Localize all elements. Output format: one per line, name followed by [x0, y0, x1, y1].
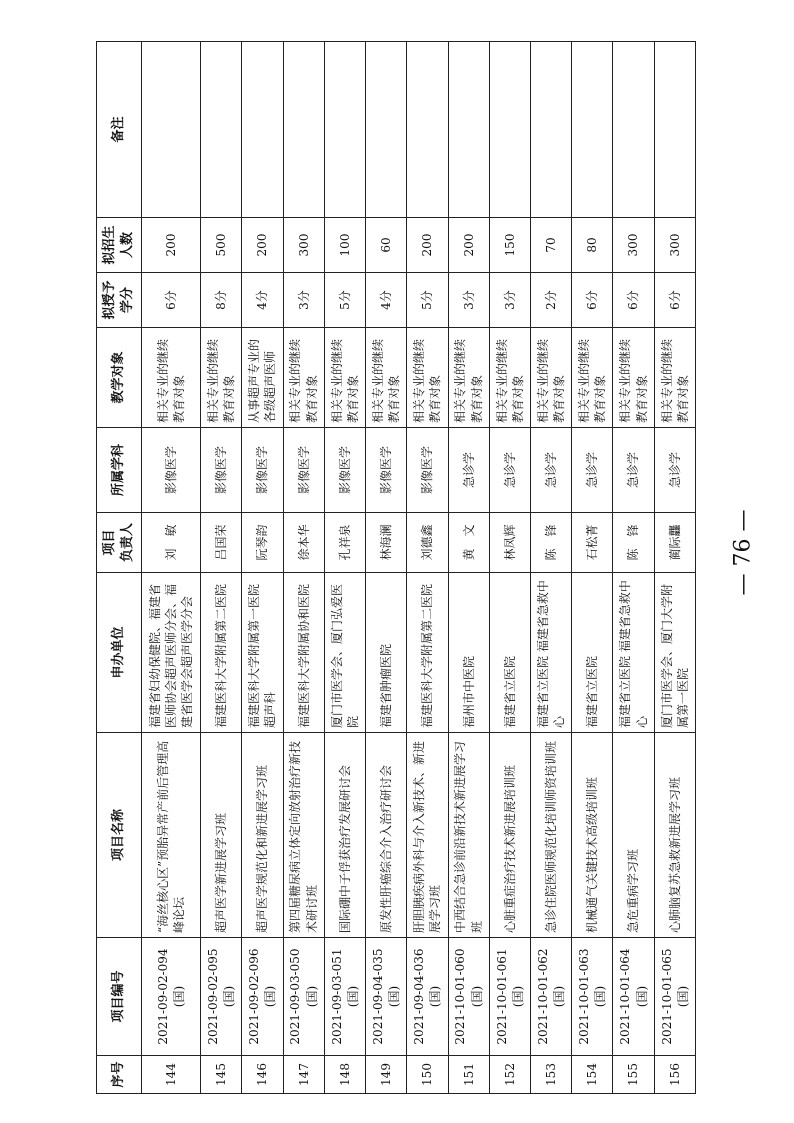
table-row	[613, 42, 654, 1094]
discipline-cell: 影像医学	[201, 428, 242, 513]
enrollment-cell: 150	[489, 218, 530, 273]
credit-cell: 3分	[489, 273, 530, 328]
table-row	[489, 42, 530, 1094]
teaching-target-cell: 相关专业的继续教育对象	[142, 328, 201, 428]
project-name-cell: 急危重病学习班	[613, 733, 654, 938]
teaching-target-cell: 相关专业的继续教育对象	[407, 328, 448, 428]
enrollment-cell: 200	[407, 218, 448, 273]
table-row	[407, 42, 448, 1094]
credit-cell: 3分	[283, 273, 324, 328]
teaching-target-cell: 相关专业的继续教育对象	[324, 328, 365, 428]
remark-cell	[489, 42, 530, 218]
project-lead-cell: 林凤辉	[489, 513, 530, 573]
row-number-cell: 151	[448, 1056, 489, 1094]
remark-cell	[201, 42, 242, 218]
enrollment-cell: 500	[201, 218, 242, 273]
teaching-target-cell: 相关专业的继续教育对象	[201, 328, 242, 428]
table-row	[324, 42, 365, 1094]
enrollment-cell: 70	[530, 218, 571, 273]
enrollment-cell: 80	[572, 218, 613, 273]
remark-cell	[242, 42, 283, 218]
project-code-cell: 2021-09-02-096 (国)	[242, 938, 283, 1056]
column-header: 项目编号	[97, 938, 142, 1056]
credit-cell: 4分	[242, 273, 283, 328]
project-code-cell: 2021-10-01-060 (国)	[448, 938, 489, 1056]
project-name-cell: 心脏重症治疗技术新进展培训班	[489, 733, 530, 938]
teaching-target-cell: 相关专业的继续教育对象	[366, 328, 407, 428]
remark-cell	[654, 42, 695, 218]
project-name-cell: 急诊住院医师规范化培训师资培训班	[530, 733, 571, 938]
organizer-cell: 福建省肿瘤医院	[366, 573, 407, 733]
remark-cell	[407, 42, 448, 218]
table-row	[530, 42, 571, 1094]
table-row	[448, 42, 489, 1094]
organizer-cell: 福建医科大学附属第二医院	[407, 573, 448, 733]
table-row	[283, 42, 324, 1094]
teaching-target-cell: 相关专业的继续教育对象	[572, 328, 613, 428]
credit-cell: 4分	[366, 273, 407, 328]
remark-cell	[142, 42, 201, 218]
discipline-cell: 急诊学	[654, 428, 695, 513]
table-row	[201, 42, 242, 1094]
project-lead-cell: 陈 锋	[530, 513, 571, 573]
column-header: 申办单位	[97, 573, 142, 733]
organizer-cell: 福建省立医院 福建省急救中心	[613, 573, 654, 733]
project-lead-cell: 刘 敏	[142, 513, 201, 573]
column-header: 拟授予 学分	[97, 273, 142, 328]
credit-cell: 5分	[407, 273, 448, 328]
rotated-table-wrapper	[96, 42, 696, 1094]
table-body	[142, 42, 696, 1094]
project-table	[96, 41, 696, 1094]
project-lead-cell: 蔺际龘	[654, 513, 695, 573]
project-name-cell: 超声医学规范化和新进展学习班	[242, 733, 283, 938]
project-lead-cell: 吕国荣	[201, 513, 242, 573]
project-code-cell: 2021-10-01-061 (国)	[489, 938, 530, 1056]
credit-cell: 3分	[448, 273, 489, 328]
teaching-target-cell: 相关专业的继续教育对象	[489, 328, 530, 428]
discipline-cell: 影像医学	[324, 428, 365, 513]
column-header: 拟招生 人数	[97, 218, 142, 273]
organizer-cell: 福建医科大学附属第二医院	[201, 573, 242, 733]
organizer-cell: 厦门市医学会、厦门弘爱医院	[324, 573, 365, 733]
project-name-cell: 机械通气关键技术高级培训班	[572, 733, 613, 938]
row-number-cell: 147	[283, 1056, 324, 1094]
remark-cell	[530, 42, 571, 218]
enrollment-cell: 60	[366, 218, 407, 273]
enrollment-cell: 200	[142, 218, 201, 273]
organizer-cell: 福州市中医院	[448, 573, 489, 733]
remark-cell	[613, 42, 654, 218]
discipline-cell: 急诊学	[489, 428, 530, 513]
discipline-cell: 影像医学	[142, 428, 201, 513]
row-number-cell: 153	[530, 1056, 571, 1094]
project-code-cell: 2021-09-02-095 (国)	[201, 938, 242, 1056]
project-lead-cell: 阮琴韵	[242, 513, 283, 573]
project-code-cell: 2021-10-01-063 (国)	[572, 938, 613, 1056]
table-row	[242, 42, 283, 1094]
row-number-cell: 146	[242, 1056, 283, 1094]
organizer-cell: 厦门市医学会、厦门大学附属第一医院	[654, 573, 695, 733]
project-code-cell: 2021-10-01-065 (国)	[654, 938, 695, 1056]
table-row	[366, 42, 407, 1094]
discipline-cell: 影像医学	[407, 428, 448, 513]
remark-cell	[572, 42, 613, 218]
teaching-target-cell: 相关专业的继续教育对象	[654, 328, 695, 428]
discipline-cell: 影像医学	[283, 428, 324, 513]
row-number-cell: 156	[654, 1056, 695, 1094]
project-code-cell: 2021-09-03-051 (国)	[324, 938, 365, 1056]
discipline-cell: 影像医学	[366, 428, 407, 513]
credit-cell: 6分	[142, 273, 201, 328]
project-lead-cell: 孔祥泉	[324, 513, 365, 573]
discipline-cell: 急诊学	[530, 428, 571, 513]
credit-cell: 6分	[613, 273, 654, 328]
project-code-cell: 2021-09-04-035 (国)	[366, 938, 407, 1056]
project-lead-cell: 石松菁	[572, 513, 613, 573]
row-number-cell: 144	[142, 1056, 201, 1094]
project-lead-cell: 刘德鑫	[407, 513, 448, 573]
project-name-cell: 心肺脑复苏急救新进展学习班	[654, 733, 695, 938]
discipline-cell: 急诊学	[448, 428, 489, 513]
discipline-cell: 影像医学	[242, 428, 283, 513]
remark-cell	[324, 42, 365, 218]
enrollment-cell: 200	[242, 218, 283, 273]
row-number-cell: 154	[572, 1056, 613, 1094]
row-number-cell: 152	[489, 1056, 530, 1094]
project-name-cell: 超声医学新进展学习班	[201, 733, 242, 938]
project-name-cell: 第四届糖尿病立体定向放射治疗新技术研讨班	[283, 733, 324, 938]
credit-cell: 6分	[572, 273, 613, 328]
remark-cell	[366, 42, 407, 218]
project-name-cell: 原发性肝癌综合介入治疗研讨会	[366, 733, 407, 938]
row-number-cell: 155	[613, 1056, 654, 1094]
enrollment-cell: 300	[654, 218, 695, 273]
column-header: 备注	[97, 42, 142, 218]
project-code-cell: 2021-10-01-064 (国)	[613, 938, 654, 1056]
project-name-cell: 中西结合急诊前沿新技术新进展学习班	[448, 733, 489, 938]
header-row	[97, 42, 142, 1094]
row-number-cell: 148	[324, 1056, 365, 1094]
project-lead-cell: 徐本华	[283, 513, 324, 573]
table-row	[142, 42, 201, 1094]
page-number: — 76 —	[730, 509, 756, 596]
row-number-cell: 150	[407, 1056, 448, 1094]
project-lead-cell: 林海澜	[366, 513, 407, 573]
project-code-cell: 2021-09-04-036 (国)	[407, 938, 448, 1056]
discipline-cell: 急诊学	[572, 428, 613, 513]
project-lead-cell: 黄 文	[448, 513, 489, 573]
project-code-cell: 2021-09-02-094 (国)	[142, 938, 201, 1056]
project-lead-cell: 陈 锋	[613, 513, 654, 573]
organizer-cell: 福建医科大学附属第一医院超声科	[242, 573, 283, 733]
organizer-cell: 福建省立医院	[489, 573, 530, 733]
project-code-cell: 2021-10-01-062 (国)	[530, 938, 571, 1056]
remark-cell	[448, 42, 489, 218]
credit-cell: 6分	[654, 273, 695, 328]
organizer-cell: 福建省立医院 福建省急救中心	[530, 573, 571, 733]
credit-cell: 5分	[324, 273, 365, 328]
credit-cell: 2分	[530, 273, 571, 328]
credit-cell: 8分	[201, 273, 242, 328]
project-name-cell: “海丝核心区”预胎异常产前后管理高峰论坛	[142, 733, 201, 938]
project-code-cell: 2021-09-03-050 (国)	[283, 938, 324, 1056]
column-header: 教学对象	[97, 328, 142, 428]
organizer-cell: 福建省妇幼保健院、福建省医师协会超声医师分会、福建省医学会超声医学分会	[142, 573, 201, 733]
organizer-cell: 福建省立医院	[572, 573, 613, 733]
column-header: 序号	[97, 1056, 142, 1094]
column-header: 所属学科	[97, 428, 142, 513]
teaching-target-cell: 从事超声专业的各级超声医师	[242, 328, 283, 428]
table-row	[654, 42, 695, 1094]
project-name-cell: 国际硼中子俘获治疗发展研讨会	[324, 733, 365, 938]
remark-cell	[283, 42, 324, 218]
enrollment-cell: 300	[283, 218, 324, 273]
teaching-target-cell: 相关专业的继续教育对象	[448, 328, 489, 428]
enrollment-cell: 200	[448, 218, 489, 273]
column-header: 项目 负责人	[97, 513, 142, 573]
teaching-target-cell: 相关专业的继续教育对象	[283, 328, 324, 428]
discipline-cell: 急诊学	[613, 428, 654, 513]
column-header: 项目名称	[97, 733, 142, 938]
project-name-cell: 肝胆胰疾病外科与介入新技术、新进展学习班	[407, 733, 448, 938]
table-row	[572, 42, 613, 1094]
teaching-target-cell: 相关专业的继续教育对象	[530, 328, 571, 428]
enrollment-cell: 300	[613, 218, 654, 273]
row-number-cell: 145	[201, 1056, 242, 1094]
enrollment-cell: 100	[324, 218, 365, 273]
teaching-target-cell: 相关专业的继续教育对象	[613, 328, 654, 428]
row-number-cell: 149	[366, 1056, 407, 1094]
organizer-cell: 福建医科大学附属协和医院	[283, 573, 324, 733]
